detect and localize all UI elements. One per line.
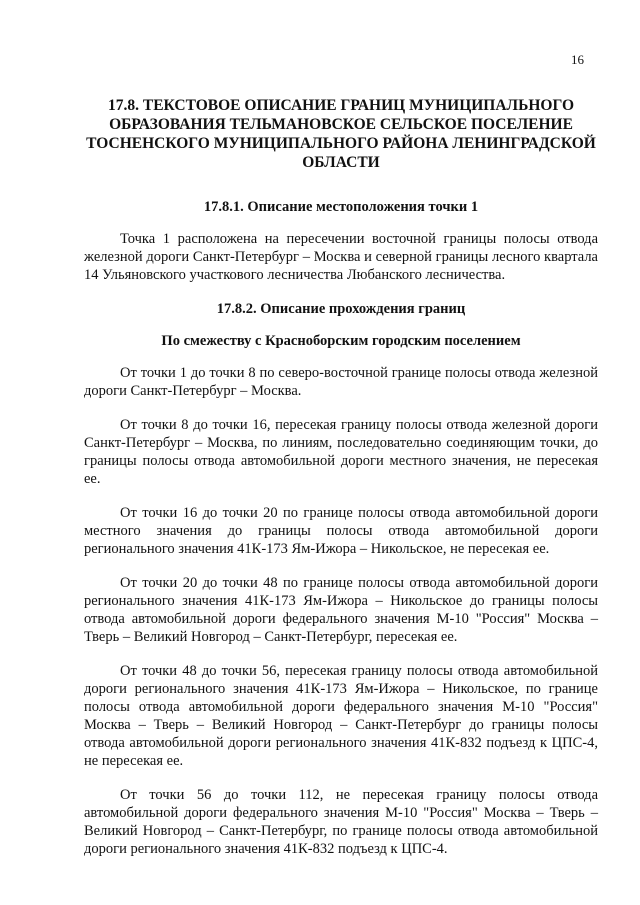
subheading-krasnoborskoe-border: По смежеству с Красноборским городским поселением	[161, 333, 521, 349]
document-body	[84, 96, 598, 874]
document-title: 17.8. ТЕКСТОВОЕ ОПИСАНИЕ ГРАНИЦ МУНИЦИПАЛЬНОГО ОБРАЗОВАНИЯ ТЕЛЬМАНОВСКОЕ СЕЛЬСКОЕ ПОСЕЛЕНИЕ ТОСНЕНСКОГО МУНИЦИПАЛЬНОГО РАЙОНА ЛЕНИНГРАДСКОЙ ОБЛАСТИ	[86, 97, 596, 171]
section-heading-point-location: 17.8.1. Описание местоположения точки 1	[203, 199, 479, 215]
paragraph-boundary: От точки 56 до точки 112, не пересекая границу полосы отвода автомобильной дороги федерального значения М-10 "Россия" Москва – Тверь – Великий Новгород – Санкт-Петербург, по границе полосы отвода автомобильной дороги регионального значения 41К-832 подъезд к ЦПС-4.	[84, 787, 598, 857]
paragraph-boundary: От точки 48 до точки 56, пересекая границу полосы отвода автомобильной дороги регионального значения 41К-173 Ям-Ижора – Никольское, по границе полосы отвода автомобильной дороги федерального значения М-10 "Россия" Москва – Тверь – Великий Новгород – Санкт-Петербург до границы полосы отвода автомобильной дороги регионального значения 41К-832 подъезд к ЦПС-4, не пересекая ее.	[84, 663, 598, 769]
paragraph-boundary: От точки 8 до точки 16, пересекая границу полосы отвода железной дороги Санкт-Петербург – Москва, по линиям, последовательно соединяющим точки, до границы полосы отвода автомобильной дороги местного значения, не пересекая ее.	[84, 417, 598, 487]
section-heading-boundary-description: 17.8.2. Описание прохождения границ	[216, 301, 466, 317]
paragraph-boundary: От точки 16 до точки 20 по границе полосы отвода автомобильной дороги местного значения до границы полосы отвода автомобильной дороги регионального значения 41К-173 Ям-Ижора – Никольское, не пересекая ее.	[84, 505, 598, 557]
paragraph-point-1-location: Точка 1 расположена на пересечении восточной границы полосы отвода железной дороги Санкт-Петербург – Москва и северной границы лесного квартала 14 Ульяновского участкового лесничества Любанского лесничества.	[84, 231, 598, 283]
paragraph-boundary: От точки 1 до точки 8 по северо-восточной границе полосы отвода железной дороги Санкт-Петербург – Москва.	[84, 365, 598, 399]
paragraph-boundary: От точки 20 до точки 48 по границе полосы отвода автомобильной дороги регионального значения 41К-173 Ям-Ижора – Никольское до границы полосы отвода автомобильной дороги федерального значения М-10 "Россия" Москва – Тверь – Великий Новгород – Санкт-Петербург, пересекая ее.	[84, 575, 598, 645]
page-number: 16	[571, 52, 584, 67]
